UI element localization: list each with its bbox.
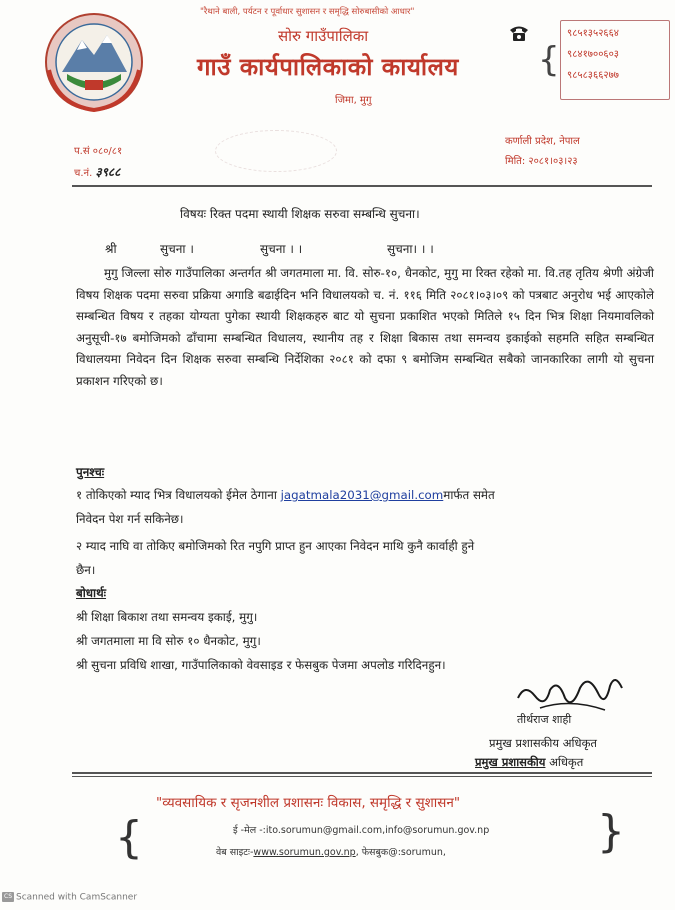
email-value[interactable]: ito.sorumun@gmail.com,info@sorumun.gov.np [265,825,490,836]
notice-label: सुचना । [160,242,194,256]
website-label: वेब साइटः- [216,847,254,858]
header-divider [72,185,652,187]
office-location: जिमा, मुगु [335,95,372,106]
bodharth-heading: बोधार्थः [76,586,107,600]
punashcha-heading: पुनश्चः [76,465,105,479]
letter-date: मिति: २०८१।०३।२३ [505,156,578,167]
cc-item: श्री सुचना प्रविधि शाखा, गाउँपालिकाको वेवसाइड र फेसबुक पेजमा अपलोड गरिदिनहुन। [76,658,446,672]
municipality-name: सोरु गाउँपालिका [278,27,369,45]
signer-name: तीर्थराज शाही [517,713,572,726]
school-email-link[interactable]: jagatmala2031@gmail.com [280,488,444,502]
reference-number: प.सं ०८०/८१ [74,146,123,157]
dispatch-number [74,162,122,184]
signer-title: प्रमुख प्रशासकीय अधिकृत [489,736,597,750]
footer-web-line [216,845,446,858]
postscript-2-line2: छैन। [76,563,96,577]
phone-number: ९८५८३६६२७७ [567,70,619,81]
reference-block [74,142,122,184]
camscanner-icon: CS [4,893,12,900]
footer-email-line [233,823,489,836]
watermark-text: Scanned with CamScanner [16,892,138,903]
phone-number: ९८५१३५२६६४ [567,28,619,39]
nepal-emblem-logo [37,10,152,115]
dispatch-value: ३९८८ [95,165,121,179]
postscript-2: २ म्याद नाघि वा तोकिए बमोजिमको रित नपुगि प्राप्त हुन आएका निवेदन माथि कुनै कार्वाही हुने [76,539,475,553]
subject-line: विषयः रिक्त पदमा स्थायी शिक्षक सरुवा सम्बन्धि सुचना। [180,207,420,221]
footer-brace-right: } [597,806,625,857]
website-link[interactable]: www.sorumun.gov.np [253,847,356,858]
signature [510,668,630,718]
notice-label: सुचना। । । [387,242,434,256]
facebook-text: , फेसबुक@:sorumun, [355,847,446,858]
postscript-1-text-after: मार्फत समेत [443,488,495,502]
cc-item: श्री जगतमाला मा वि सोरु १० धैनकोट, मुगु। [76,634,261,648]
phone-number: ९८४१७००६०३ [567,49,619,60]
phone-numbers-box [560,20,670,100]
top-slogan: "रैथाने बाली, पर्यटन र पूर्वाधार सुशासन र समृद्धि सोरुबासीको आधार" [200,7,415,17]
telephone-icon [508,23,530,43]
cc-item: श्री शिक्षा बिकाश तथा समन्वय इकाई, मुगु। [76,610,258,624]
designation-stamp [475,755,583,770]
footer-divider-thin [72,776,652,777]
office-title: गाउँ कार्यपालिकाको कार्यालय [197,53,459,81]
stamp-bold-text: प्रमुख प्रशासकीय [475,755,546,769]
scanner-watermark [2,892,137,903]
faint-stamp-mark [215,130,337,172]
postscript-1 [76,487,495,503]
footer-divider [72,772,652,774]
province: कर्णाली प्रदेश, नेपाल [505,136,580,147]
stamp-text: अधिकृत [545,755,584,769]
email-label: ई -मेल -: [233,825,266,836]
notice-body [76,263,654,393]
province-date-block [505,132,580,172]
notice-label: सुचना । । [260,242,303,256]
postscript-1-text: १ तोकिएको म्याद भित्र विधालयको ईमेल ठेगाना [76,488,281,502]
shree-label: श्री [105,242,117,256]
footer-brace-left: { [115,812,143,863]
dispatch-label: च.नं. [74,168,93,179]
footer-slogan: "व्यवसायिक र सृजनशील प्रशासनः विकास, समृद्धि र सुशासन" [156,795,461,811]
notice-body-text: मुगु जिल्ला सोरु गाउँपालिका अन्तर्गत श्री जगतमाला मा. वि. सोरु-१०, धैनकोट, मुगु मा रिक्त रहेको मा. वि.तह तृतिय श्रेणी अंग्रेजी विषय शिक्षक पदमा सरुवा प्रक्रिया अगाडि बढाईदिन भनि विधालयको च. नं. ११६ मिति २०८१।०३।०९ को पत्रबाट अनुरोध भई आएकोले सम्बन्धित विषय र तहका योग्यता पुगेका स्थायी शिक्षकहरु बाट यो सुचना प्रकाशित भएको मितिले १५ दिन भित्र शिक्षा नियमावलिको अनुसूची-१७ बमोजिमको ढाँचामा सम्बन्धित विधालय, स्थानीय तह र शिक्षा बिकास तथा समन्वय इकाईको सहमति सहित सम्बन्धित विधालयमा निवेदन दिन शिक्षक सरुवा सम्बन्धि निर्देशिका २०८१ को दफा ९ बमोजिम सम्बन्धित सबैको जानकारिका लागी यो सुचना प्रकाशन गरिएको छ। [76,266,654,388]
phone-brace: { [538,40,560,80]
postscript-1-line2: निवेदन पेश गर्न सकिनेछ। [76,512,184,526]
